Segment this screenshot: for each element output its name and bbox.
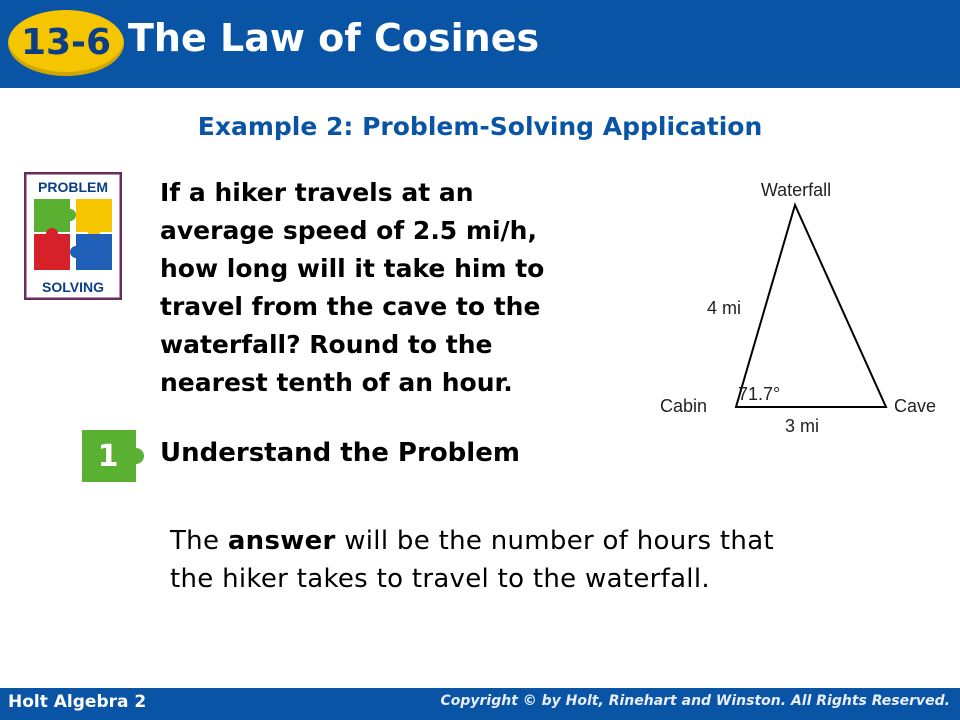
angle-label: 71.7°	[738, 384, 781, 404]
step-puzzle-icon	[78, 426, 156, 486]
cabin-label: Cabin	[660, 396, 708, 416]
footer-copyright: Copyright © by Holt, Rinehart and Winston. All Rights Reserved.	[440, 693, 950, 709]
answer-line-2: the hiker takes to travel to the waterfall.	[170, 564, 710, 594]
lesson-number: 13-6	[20, 22, 112, 63]
solving-label: SOLVING	[42, 279, 104, 295]
problem-line: If a hiker travels at an	[160, 178, 474, 207]
footer-bar	[0, 688, 960, 720]
answer-text	[170, 522, 930, 598]
answer-bold-word: answer	[227, 526, 336, 556]
step-number: 1	[97, 439, 119, 474]
side-label-4mi: 4 mi	[707, 298, 742, 318]
cave-label: Cave	[894, 396, 937, 416]
problem-solving-icon	[24, 172, 122, 300]
problem-line: average speed of 2.5 mi/h,	[160, 216, 537, 245]
lesson-title: The Law of Cosines	[128, 16, 540, 60]
problem-line: how long will it take him to	[160, 254, 545, 283]
side-label-3mi: 3 mi	[785, 416, 820, 436]
answer-prefix: The	[170, 526, 228, 556]
example-title: Example 2: Problem-Solving Application	[197, 112, 763, 141]
problem-line: nearest tenth of an hour.	[160, 368, 513, 397]
problem-label: PROBLEM	[38, 179, 108, 195]
lesson-badge	[8, 10, 124, 76]
waterfall-label: Waterfall	[760, 180, 832, 200]
answer-line-1	[170, 522, 930, 560]
footer-book-title: Holt Algebra 2	[8, 692, 147, 712]
problem-line: travel from the cave to the	[160, 292, 541, 321]
problem-line: waterfall? Round to the	[160, 330, 493, 359]
header-bar	[0, 0, 960, 88]
problem-statement	[160, 174, 680, 402]
step-label: Understand the Problem	[160, 438, 520, 468]
answer-suffix: will be the number of hours that	[335, 526, 774, 556]
triangle-shape	[736, 205, 886, 407]
triangle-diagram	[650, 172, 950, 442]
